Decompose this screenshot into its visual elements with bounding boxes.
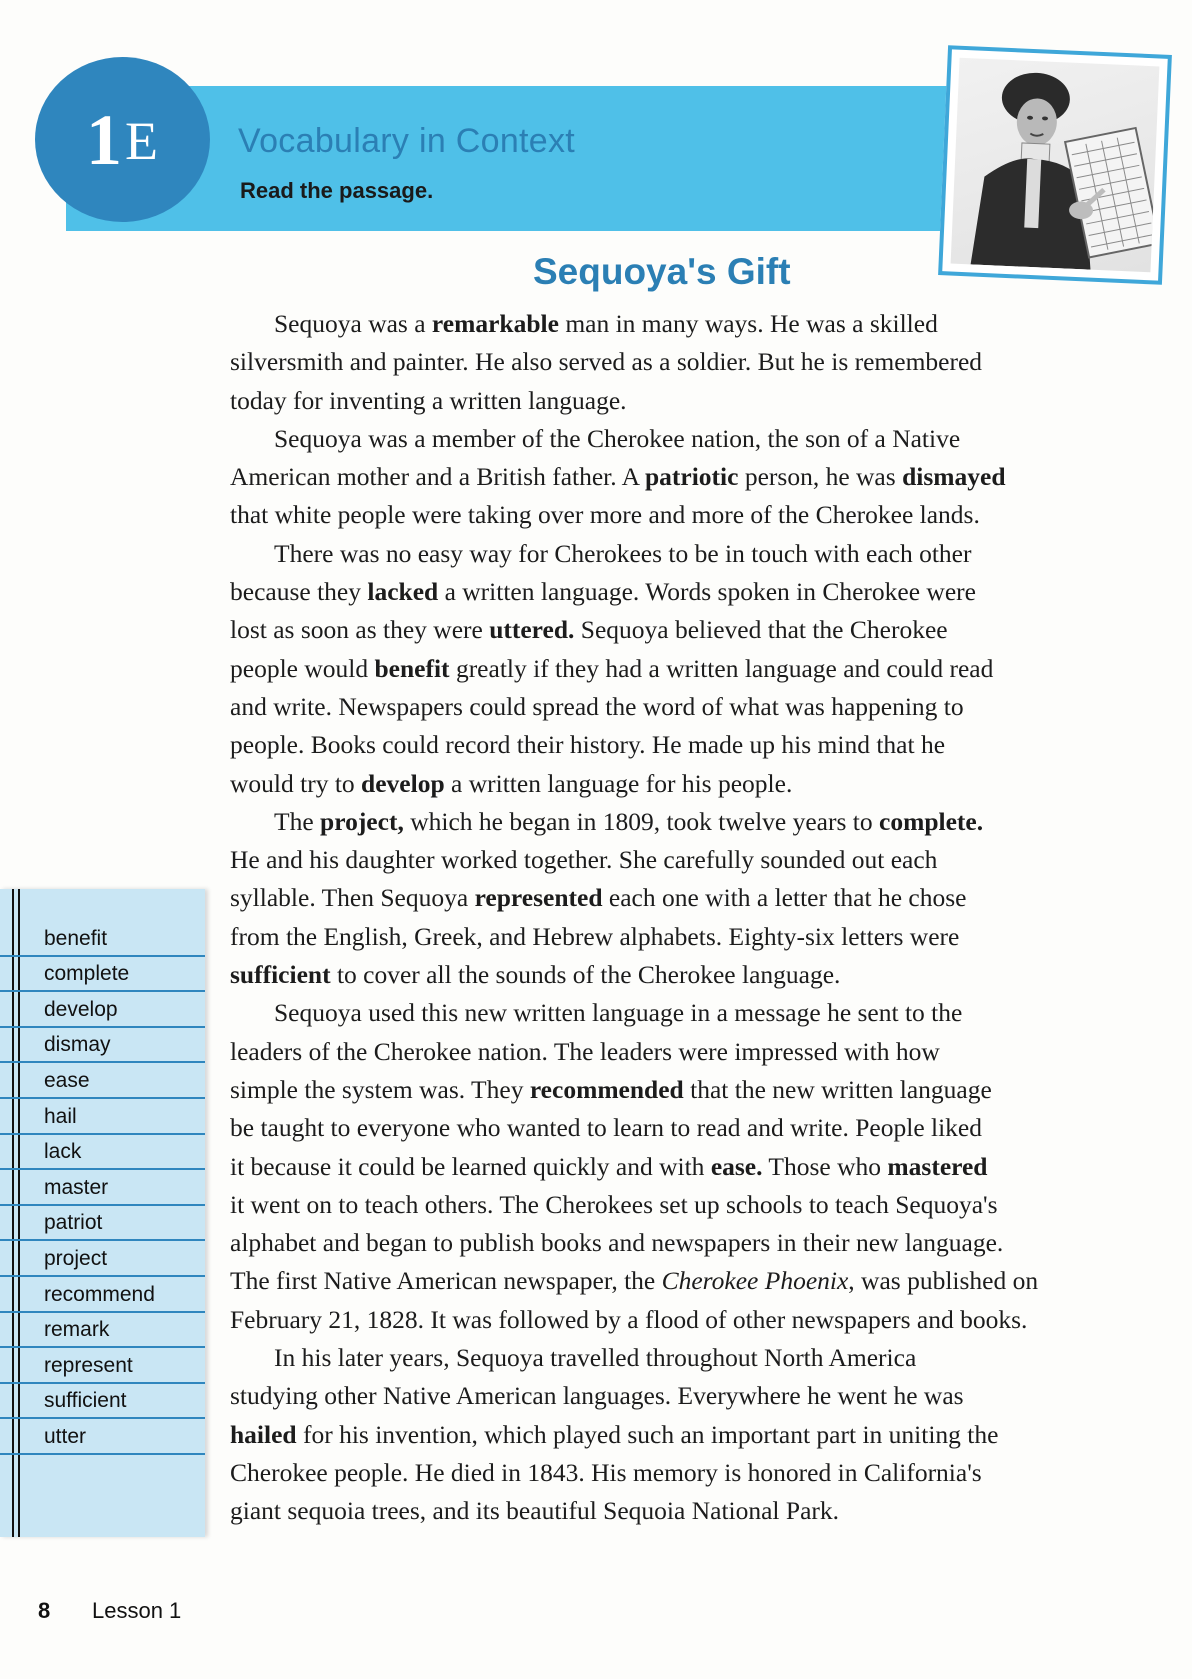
passage-paragraph [230, 535, 1090, 803]
word-box-label: lack [44, 1140, 82, 1164]
passage-line: There was no easy way for Cherokees to be in touch with each other [274, 538, 972, 568]
word-box-item [0, 919, 205, 957]
word-box-label: patriot [44, 1211, 103, 1235]
newspaper-title: Cherokee Phoenix [661, 1266, 849, 1296]
passage-line: people would benefit greatly if they had a written language and could read [230, 653, 994, 683]
passage-paragraph [230, 420, 1090, 535]
word-box-item [0, 1168, 205, 1206]
page-lesson-label: Lesson 1 [92, 1598, 182, 1623]
word-box-item [0, 1275, 205, 1313]
word-box-item [0, 1417, 205, 1455]
passage-line: would try to develop a written language for his people. [230, 768, 793, 798]
vocabulary-word: complete. [879, 806, 984, 836]
passage-paragraph [230, 994, 1090, 1339]
word-box-item [0, 1203, 205, 1241]
vocabulary-word: recommended [529, 1074, 684, 1104]
passage-line: people. Books could record their history. He made up his mind that he [230, 730, 946, 760]
vocabulary-word: uttered. [489, 615, 575, 645]
vocabulary-word: sufficient [230, 960, 331, 990]
passage-line: Sequoya used this new written language in a message he sent to the [274, 998, 963, 1028]
word-box-item [0, 1061, 205, 1099]
word-box-label: complete [44, 962, 130, 986]
passage-line: from the English, Greek, and Hebrew alphabets. Eighty-six letters were [230, 921, 960, 951]
vocabulary-word: lacked [367, 577, 439, 607]
vocabulary-word-box [0, 889, 205, 1537]
word-box-label: benefit [44, 926, 108, 950]
passage-line: leaders of the Cherokee nation. The leaders were impressed with how [230, 1036, 940, 1066]
page-number: 8 [38, 1598, 51, 1623]
vocabulary-word: mastered [887, 1151, 988, 1181]
word-box-item [0, 1381, 205, 1419]
word-box-label: ease [44, 1069, 90, 1092]
word-box-item [0, 1097, 205, 1135]
passage-line: sufficient to cover all the sounds of the Cherokee language. [230, 960, 841, 990]
word-box-item [0, 1239, 205, 1277]
passage-line: it went on to teach others. The Cherokees set up schools to teach Sequoya's [230, 1189, 998, 1219]
word-box-label: recommend [44, 1282, 155, 1306]
passage-line: lost as soon as they were uttered. Sequoya believed that the Cherokee [230, 615, 948, 645]
vocabulary-word: dismayed [902, 462, 1006, 492]
vocabulary-word: represented [474, 883, 603, 913]
vocabulary-word: project, [320, 806, 404, 836]
word-box-label: dismay [44, 1033, 111, 1057]
word-box-label: represent [44, 1353, 133, 1377]
vocabulary-word: hailed [230, 1419, 297, 1449]
passage-line: be taught to everyone who wanted to learn to read and write. People liked [230, 1113, 983, 1143]
passage-line: He and his daughter worked together. She carefully sounded out each [230, 845, 938, 875]
passage-line: that white people were taking over more and more of the Cherokee lands. [230, 500, 980, 530]
word-box-item [0, 954, 205, 992]
passage-line: Cherokee people. He died in 1843. His memory is honored in California's [230, 1457, 982, 1487]
passage-line: Sequoya was a remarkable man in many ways. He was a skilled [274, 309, 938, 338]
passage-line: The project, which he began in 1809, took twelve years to complete. [274, 806, 984, 836]
passage-line: because they lacked a written language. Words spoken in Cherokee were [230, 577, 976, 607]
section-title: Vocabulary in Context [238, 122, 576, 160]
passage-line: studying other Native American languages. Everywhere he went he was [230, 1381, 964, 1411]
word-box-item [0, 1346, 205, 1384]
word-box-label: utter [44, 1425, 87, 1448]
word-box-label: hail [44, 1104, 77, 1128]
word-box-label: sufficient [44, 1389, 127, 1413]
passage-line: and write. Newspapers could spread the word of what was happening to [230, 691, 964, 721]
passage-line: alphabet and began to publish books and newspapers in their new language. [230, 1228, 1004, 1258]
vocabulary-word: patriotic [644, 462, 739, 492]
passage-paragraph [230, 305, 1090, 420]
lesson-number: 1 [86, 100, 122, 180]
passage-line: silversmith and painter. He also served as a soldier. But he is remembered [230, 347, 983, 377]
vocabulary-word: benefit [374, 653, 450, 683]
word-box-label: develop [44, 997, 118, 1021]
vocabulary-word: ease. [710, 1151, 763, 1181]
word-box-item [0, 1025, 205, 1063]
vocabulary-word: develop [361, 768, 445, 798]
passage-body [230, 305, 1090, 1531]
illustration-frame [938, 45, 1172, 285]
passage-paragraph [230, 1339, 1090, 1530]
passage-line: February 21, 1828. It was followed by a flood of other newspapers and books. [230, 1304, 1028, 1334]
passage-line: Sequoya was a member of the Cherokee nation, the son of a Native [274, 423, 961, 453]
word-box-item [0, 1132, 205, 1170]
vocabulary-word: remarkable [431, 309, 559, 338]
passage-line: hailed for his invention, which played such an important part in uniting the [230, 1419, 999, 1449]
passage-paragraph [230, 803, 1090, 994]
passage-line: syllable. Then Sequoya represented each one with a letter that he chose [230, 883, 967, 913]
passage-line: giant sequoia trees, and its beautiful Sequoia National Park. [230, 1496, 840, 1526]
word-box-item [0, 1310, 205, 1348]
passage-title: Sequoya's Gift [533, 251, 791, 292]
passage-line: today for inventing a written language. [230, 385, 627, 415]
passage-line: simple the system was. They recommended that the new written language [230, 1074, 992, 1104]
word-box-label: project [44, 1247, 108, 1270]
passage-line: In his later years, Sequoya travelled throughout North America [274, 1343, 917, 1373]
passage-line: it because it could be learned quickly and with ease. Those who mastered [230, 1151, 988, 1181]
passage-line: The first Native American newspaper, the Cherokee Phoenix, was published on [230, 1266, 1039, 1296]
word-box-item [0, 990, 205, 1028]
portrait-photo-icon [951, 58, 1160, 273]
instruction-text: Read the passage. [240, 178, 434, 203]
lesson-letter: E [125, 111, 158, 171]
word-box-label: remark [44, 1318, 110, 1342]
passage-line: American mother and a British father. A patriotic person, he was dismayed [230, 462, 1006, 492]
lesson-badge [35, 57, 210, 222]
word-box-label: master [44, 1175, 109, 1199]
